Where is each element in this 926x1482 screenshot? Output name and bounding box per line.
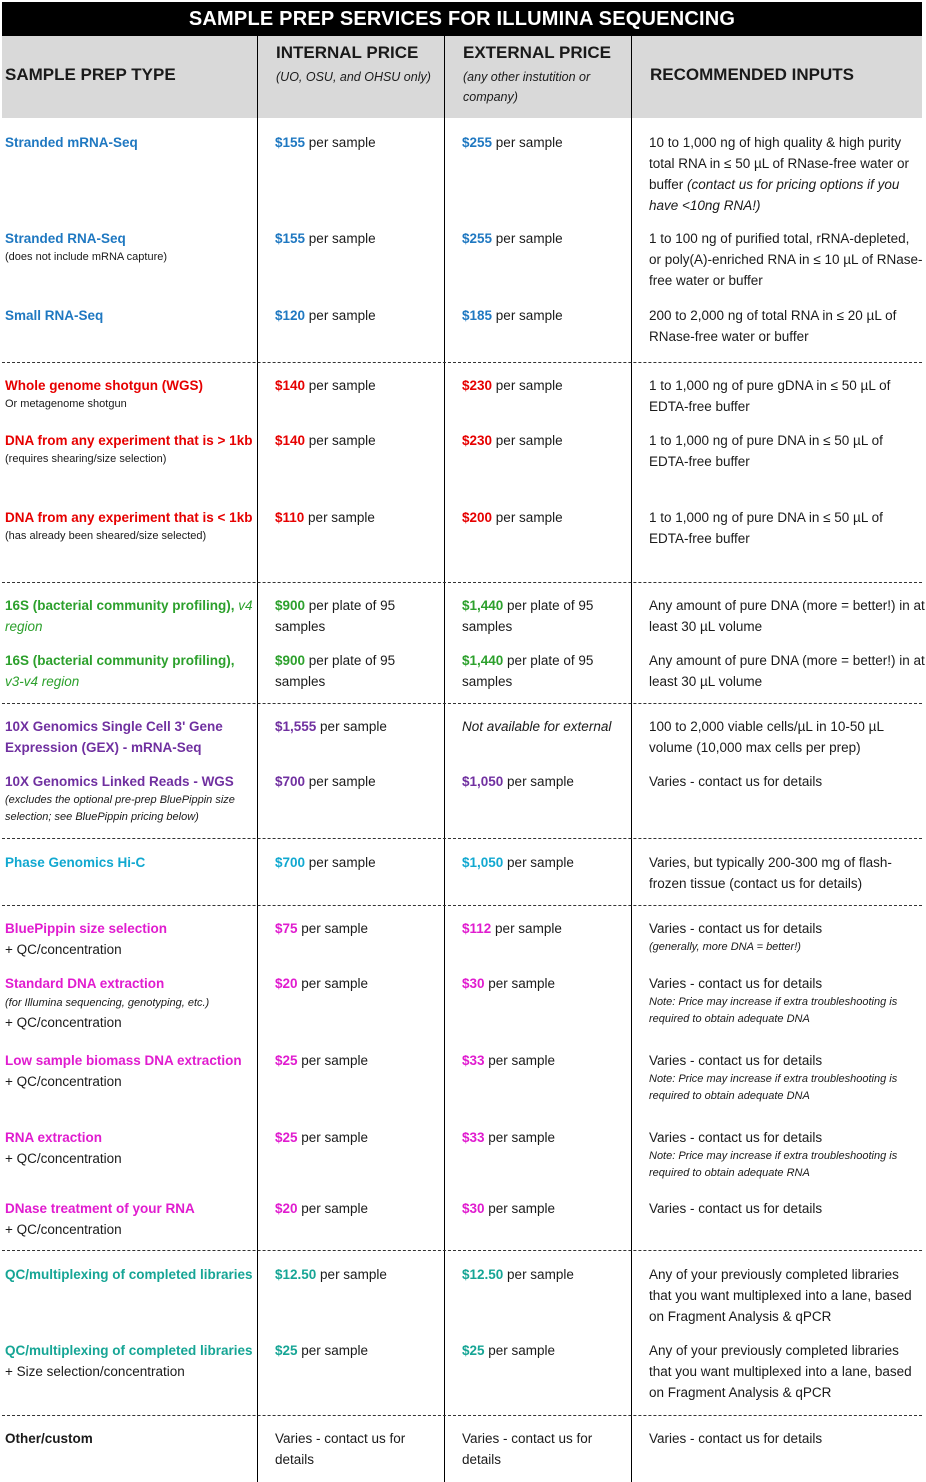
external-price-cell xyxy=(462,1127,627,1148)
header-external-sub: (any other instutition or company) xyxy=(463,70,591,104)
internal-price: $700 xyxy=(275,855,306,870)
recommended-input-cell xyxy=(649,1198,925,1219)
external-unit: per sample xyxy=(484,1130,556,1145)
external-price: $1,050 xyxy=(462,774,504,789)
column-divider xyxy=(631,118,632,1482)
prep-name: BluePippin size selection xyxy=(5,921,168,936)
internal-unit: per sample xyxy=(297,921,369,936)
recommended-input: Any of your previously completed libraries that you want multiplexed into a lane, based on Fragment Analysis & qPCR xyxy=(649,1343,912,1400)
recommended-input-cell xyxy=(649,1127,925,1182)
recommended-input-cell xyxy=(649,852,925,894)
internal-price: $155 xyxy=(275,231,306,246)
prep-name: Stranded RNA-Seq xyxy=(5,231,126,246)
internal-unit: per sample xyxy=(305,433,376,448)
recommended-input-cell xyxy=(649,595,925,637)
prep-subtext: (does not include mRNA capture) xyxy=(5,251,168,263)
internal-price-cell xyxy=(275,305,440,326)
recommended-input-note: (generally, more DNA = better!) xyxy=(649,941,801,953)
recommended-input: Varies - contact us for details xyxy=(649,1431,823,1446)
internal-unit: per sample xyxy=(305,855,376,870)
prep-name: 16S (bacterial community profiling), xyxy=(5,598,235,613)
header-internal-price xyxy=(257,36,444,118)
prep-name: Small RNA-Seq xyxy=(5,308,104,323)
external-price-cell xyxy=(462,771,627,792)
table-row-type xyxy=(5,595,253,637)
internal-price-cell xyxy=(275,771,440,792)
external-price: $1,440 xyxy=(462,598,504,613)
recommended-input: Any of your previously completed libraries that you want multiplexed into a lane, based on Fragment Analysis & qPCR xyxy=(649,1267,912,1324)
internal-unit: per sample xyxy=(297,1130,369,1145)
recommended-input: 1 to 1,000 ng of pure gDNA in ≤ 50 µL of EDTA-free buffer xyxy=(649,378,891,414)
external-unit: per sample xyxy=(491,921,562,936)
table-row-type xyxy=(5,1198,253,1240)
external-price: $185 xyxy=(462,308,493,323)
internal-price: $110 xyxy=(275,510,305,525)
recommended-input-note: Note: Price may increase if extra troubleshooting is required to obtain adequate RNA xyxy=(649,1150,898,1179)
external-price-cell xyxy=(462,1198,627,1219)
internal-price: $900 xyxy=(275,653,306,668)
internal-price-cell xyxy=(275,228,440,249)
external-price-cell xyxy=(462,1050,627,1071)
recommended-input: 1 to 1,000 ng of pure DNA in ≤ 50 µL of EDTA-free buffer xyxy=(649,510,883,546)
prep-subtext: Or metagenome shotgun xyxy=(5,398,127,410)
table-row-type xyxy=(5,1428,253,1449)
recommended-input-cell xyxy=(649,305,925,347)
prep-subtext: (excludes the optional pre-prep BluePippin size selection; see BluePippin pricing below) xyxy=(5,794,235,823)
internal-price: $20 xyxy=(275,1201,298,1216)
external-price: $230 xyxy=(462,378,493,393)
recommended-input: 1 to 1,000 ng of pure DNA in ≤ 50 µL of EDTA-free buffer xyxy=(649,433,883,469)
recommended-input-cell xyxy=(649,507,925,549)
external-price-cell xyxy=(462,716,627,737)
prep-name: 10X Genomics Single Cell 3' Gene Expression (GEX) - mRNA-Seq xyxy=(5,719,223,755)
internal-unit: per sample xyxy=(305,774,376,789)
internal-price-cell xyxy=(275,1198,440,1219)
prep-name: Low sample biomass DNA extraction xyxy=(5,1053,242,1068)
external-price: $33 xyxy=(462,1053,485,1068)
internal-price: $20 xyxy=(275,976,298,991)
prep-subtext: (requires shearing/size selection) xyxy=(5,453,167,465)
internal-price-cell xyxy=(275,650,440,692)
prep-subtext: (has already been sheared/size selected) xyxy=(5,530,207,542)
prep-name: 16S (bacterial community profiling), xyxy=(5,653,235,668)
internal-price-cell xyxy=(275,430,440,451)
external-unit: per sample xyxy=(484,1201,556,1216)
internal-price-cell xyxy=(275,1428,440,1470)
internal-price-cell xyxy=(275,1340,440,1361)
recommended-input: Varies - contact us for details xyxy=(649,921,823,936)
internal-price-cell xyxy=(275,1050,440,1071)
internal-unit: per sample xyxy=(316,1267,387,1282)
table-row-type xyxy=(5,650,253,692)
external-unit: per sample xyxy=(484,1343,556,1358)
external-price-text: Varies - contact us for details xyxy=(462,1431,593,1467)
internal-unit: per sample xyxy=(297,1053,369,1068)
recommended-input-cell xyxy=(649,716,925,758)
group-separator xyxy=(2,905,922,906)
internal-price: $140 xyxy=(275,433,306,448)
page-title: SAMPLE PREP SERVICES FOR ILLUMINA SEQUENCING xyxy=(2,2,922,36)
prep-name: Standard DNA extraction xyxy=(5,976,165,991)
table-row-type xyxy=(5,918,253,960)
recommended-input-cell xyxy=(649,430,925,472)
recommended-input: 200 to 2,000 ng of total RNA in ≤ 20 µL of RNase-free water or buffer xyxy=(649,308,897,344)
internal-price: $1,555 xyxy=(275,719,317,734)
prep-plus: + QC/concentration xyxy=(5,942,122,957)
prep-name: QC/multiplexing of completed libraries xyxy=(5,1343,253,1358)
internal-price-cell xyxy=(275,716,440,737)
table-row-type xyxy=(5,305,253,326)
recommended-input: Varies - contact us for details xyxy=(649,774,823,789)
external-unit: per sample xyxy=(484,976,556,991)
header-external-label: EXTERNAL PRICE xyxy=(463,43,611,62)
recommended-input-italic: (contact us for pricing options if you have <10ng RNA!) xyxy=(649,177,900,213)
table-row-type xyxy=(5,1050,253,1092)
recommended-input-note: Note: Price may increase if extra troubleshooting is required to obtain adequate DNA xyxy=(649,1073,898,1102)
external-price-cell xyxy=(462,228,627,249)
external-price-cell xyxy=(462,507,627,528)
internal-price: $900 xyxy=(275,598,306,613)
internal-price-cell xyxy=(275,1264,440,1285)
table-row-type xyxy=(5,1264,253,1285)
group-separator xyxy=(2,838,922,839)
recommended-input-cell xyxy=(649,650,925,692)
recommended-input-cell xyxy=(649,973,925,1028)
recommended-input-cell xyxy=(649,1340,925,1403)
header-recommended-inputs xyxy=(631,36,922,118)
external-unit: per sample xyxy=(484,1053,556,1068)
group-separator xyxy=(2,1415,922,1416)
recommended-input-cell xyxy=(649,1050,925,1105)
group-separator xyxy=(2,1250,922,1251)
recommended-input: Varies - contact us for details xyxy=(649,1201,823,1216)
external-price: $255 xyxy=(462,135,493,150)
recommended-input-cell xyxy=(649,1428,925,1449)
internal-unit: per sample xyxy=(305,308,376,323)
column-divider xyxy=(257,118,258,1482)
external-unit: per sample xyxy=(492,510,563,525)
internal-price: $25 xyxy=(275,1053,298,1068)
external-unit: per sample xyxy=(492,135,563,150)
header-inputs-label: RECOMMENDED INPUTS xyxy=(650,65,855,84)
recommended-input-cell xyxy=(649,132,925,216)
recommended-input: Any amount of pure DNA (more = better!) in at least 30 µL volume xyxy=(649,653,925,689)
external-price-cell xyxy=(462,430,627,451)
external-price: $230 xyxy=(462,433,493,448)
external-price: $33 xyxy=(462,1130,485,1145)
table-row-type xyxy=(5,132,253,153)
external-price-cell xyxy=(462,1264,627,1285)
prep-plus: + Size selection/concentration xyxy=(5,1364,185,1379)
external-price: $30 xyxy=(462,1201,485,1216)
external-price: $200 xyxy=(462,510,493,525)
recommended-input-cell xyxy=(649,1264,925,1327)
internal-price: $25 xyxy=(275,1130,298,1145)
prep-plus: + QC/concentration xyxy=(5,1151,122,1166)
table-row-type xyxy=(5,852,253,873)
header-sample-prep-type xyxy=(2,36,257,118)
external-note: Not available for external xyxy=(462,719,612,734)
external-price-cell xyxy=(462,1428,627,1470)
internal-price-cell xyxy=(275,132,440,153)
table-row-type xyxy=(5,375,253,413)
prep-plus: + QC/concentration xyxy=(5,1015,122,1030)
prep-name: 10X Genomics Linked Reads - WGS xyxy=(5,774,234,789)
internal-price-cell xyxy=(275,1127,440,1148)
external-price-cell xyxy=(462,1340,627,1361)
header-internal-sub: (UO, OSU, and OHSU only) xyxy=(276,70,431,84)
external-price: $30 xyxy=(462,976,485,991)
prep-name: Other/custom xyxy=(5,1431,93,1446)
internal-unit: per sample xyxy=(297,976,369,991)
external-price: $1,050 xyxy=(462,855,504,870)
external-price: $25 xyxy=(462,1343,485,1358)
internal-price-cell xyxy=(275,973,440,994)
external-price: $112 xyxy=(462,921,492,936)
recommended-input-cell xyxy=(649,771,925,792)
internal-price-cell xyxy=(275,507,440,528)
external-price: $255 xyxy=(462,231,493,246)
external-price-cell xyxy=(462,918,627,939)
external-unit: per sample xyxy=(503,774,574,789)
internal-unit: per sample xyxy=(304,510,375,525)
table-row-type xyxy=(5,507,253,545)
external-price-cell xyxy=(462,132,627,153)
internal-price: $140 xyxy=(275,378,306,393)
internal-price: $155 xyxy=(275,135,306,150)
recommended-input: 1 to 100 ng of purified total, rRNA-depleted, or poly(A)-enriched RNA in ≤ 10 µL of RNase-free water or buffer xyxy=(649,231,923,288)
external-price-cell xyxy=(462,375,627,396)
external-unit: per plate of 95 samples xyxy=(462,598,594,634)
external-unit: per sample xyxy=(492,231,563,246)
recommended-input: 10 to 1,000 ng of high quality & high purity total RNA in ≤ 50 µL of RNase-free water or buffer xyxy=(649,135,910,192)
external-unit: per plate of 95 samples xyxy=(462,653,594,689)
table-header xyxy=(2,36,922,118)
internal-price-cell xyxy=(275,375,440,396)
header-type-label: SAMPLE PREP TYPE xyxy=(5,65,176,84)
internal-unit: per sample xyxy=(305,378,376,393)
prep-name: QC/multiplexing of completed libraries xyxy=(5,1267,253,1282)
table-row-type xyxy=(5,1340,253,1382)
internal-price-text: Varies - contact us for details xyxy=(275,1431,406,1467)
recommended-input-cell xyxy=(649,228,925,291)
internal-unit: per sample xyxy=(316,719,387,734)
prep-name: Stranded mRNA-Seq xyxy=(5,135,138,150)
recommended-input: Varies, but typically 200-300 mg of flash-frozen tissue (contact us for details) xyxy=(649,855,892,891)
recommended-input-cell xyxy=(649,375,925,417)
recommended-input-cell xyxy=(649,918,925,956)
internal-price: $75 xyxy=(275,921,298,936)
internal-price-cell xyxy=(275,595,440,637)
recommended-input: Varies - contact us for details xyxy=(649,976,823,991)
external-price-cell xyxy=(462,650,627,692)
internal-price: $120 xyxy=(275,308,306,323)
external-price-cell xyxy=(462,305,627,326)
internal-unit: per sample xyxy=(305,231,376,246)
external-price: $12.50 xyxy=(462,1267,504,1282)
prep-name: DNA from any experiment that is < 1kb xyxy=(5,510,253,525)
internal-price-cell xyxy=(275,852,440,873)
prep-plus: + QC/concentration xyxy=(5,1222,122,1237)
external-price: $1,440 xyxy=(462,653,504,668)
recommended-input-note: Note: Price may increase if extra troubleshooting is required to obtain adequate DNA xyxy=(649,996,898,1025)
external-price-cell xyxy=(462,595,627,637)
internal-price-cell xyxy=(275,918,440,939)
recommended-input: Varies - contact us for details xyxy=(649,1053,823,1068)
prep-name: DNA from any experiment that is > 1kb xyxy=(5,433,253,448)
recommended-input: Varies - contact us for details xyxy=(649,1130,823,1145)
table-row-type xyxy=(5,973,253,1033)
prep-name: RNA extraction xyxy=(5,1130,103,1145)
table-row-type xyxy=(5,430,253,468)
header-external-price xyxy=(444,36,631,118)
prep-name: Phase Genomics Hi-C xyxy=(5,855,146,870)
header-internal-label: INTERNAL PRICE xyxy=(276,43,419,62)
recommended-input: Any amount of pure DNA (more = better!) in at least 30 µL volume xyxy=(649,598,925,634)
internal-price: $25 xyxy=(275,1343,298,1358)
column-divider xyxy=(444,118,445,1482)
prep-plus: + QC/concentration xyxy=(5,1074,122,1089)
external-price-cell xyxy=(462,852,627,873)
internal-price: $700 xyxy=(275,774,306,789)
internal-unit: per sample xyxy=(297,1201,369,1216)
group-separator xyxy=(2,703,922,704)
external-unit: per sample xyxy=(492,378,563,393)
internal-unit: per sample xyxy=(297,1343,369,1358)
recommended-input: 100 to 2,000 viable cells/µL in 10-50 µL volume (10,000 max cells per prep) xyxy=(649,719,884,755)
external-unit: per sample xyxy=(492,308,563,323)
internal-unit: per sample xyxy=(305,135,376,150)
table-row-type xyxy=(5,716,253,758)
prep-name-italic: v4 region xyxy=(5,598,253,634)
table-row-type xyxy=(5,771,253,826)
internal-price: $12.50 xyxy=(275,1267,317,1282)
prep-name-italic: v3-v4 region xyxy=(5,674,80,689)
group-separator xyxy=(2,582,922,583)
prep-name: DNase treatment of your RNA xyxy=(5,1201,195,1216)
internal-unit: per plate of 95 samples xyxy=(275,598,396,634)
external-unit: per sample xyxy=(503,1267,574,1282)
prep-name: Whole genome shotgun (WGS) xyxy=(5,378,203,393)
external-price-cell xyxy=(462,973,627,994)
external-unit: per sample xyxy=(492,433,563,448)
group-separator xyxy=(2,362,922,363)
internal-unit: per plate of 95 samples xyxy=(275,653,396,689)
table-row-type xyxy=(5,1127,253,1169)
external-unit: per sample xyxy=(503,855,574,870)
prep-subtext: (for Illumina sequencing, genotyping, etc.) xyxy=(5,997,210,1009)
table-row-type xyxy=(5,228,253,266)
